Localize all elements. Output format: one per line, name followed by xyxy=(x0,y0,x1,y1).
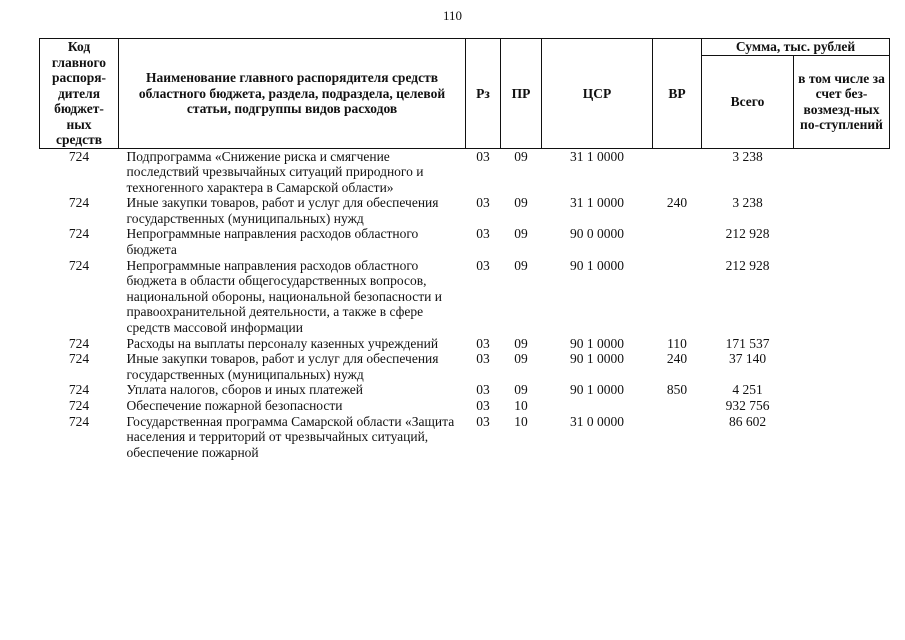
cell-csr: 90 0 0000 xyxy=(570,226,624,242)
cell-rz: 03 xyxy=(476,195,490,211)
cell-code: 724 xyxy=(68,335,90,351)
table-row xyxy=(40,195,890,226)
cell-rz: 03 xyxy=(476,398,490,413)
header-csr: ЦСР xyxy=(542,39,653,149)
cell-name: Непрограммные направления расходов областного бюджета xyxy=(126,226,419,258)
cell-vr xyxy=(653,226,702,257)
cell-vr: 240 xyxy=(666,195,688,211)
table-row xyxy=(40,414,890,461)
cell-code: 724 xyxy=(68,382,90,398)
table-row xyxy=(40,351,890,382)
cell-name: Обеспечение пожарной безопасности xyxy=(126,398,343,413)
cell-csr: 90 1 0000 xyxy=(570,335,624,351)
cell-total: 4 251 xyxy=(732,382,763,398)
header-sum: Сумма, тыс. рублей xyxy=(702,39,890,56)
cell-vr: 110 xyxy=(667,335,687,351)
cell-csr: 31 0 0000 xyxy=(570,413,624,429)
cell-pr: 10 xyxy=(514,398,528,413)
cell-rz: 03 xyxy=(476,351,490,367)
cell-total: 3 238 xyxy=(732,148,763,164)
cell-vr xyxy=(653,398,702,414)
header-pr: ПР xyxy=(501,39,542,149)
cell-pr: 09 xyxy=(514,195,528,211)
table-body xyxy=(40,148,890,460)
cell-rz: 03 xyxy=(476,413,490,429)
table-row xyxy=(40,382,890,398)
table-row xyxy=(40,258,890,336)
cell-free xyxy=(794,336,890,352)
cell-code: 724 xyxy=(68,351,90,367)
cell-rz: 03 xyxy=(476,226,490,242)
cell-code: 724 xyxy=(68,195,90,211)
page-number: 110 xyxy=(442,8,463,23)
cell-vr: 240 xyxy=(666,351,688,367)
cell-rz: 03 xyxy=(476,382,490,398)
cell-pr: 09 xyxy=(514,257,528,273)
cell-csr: 31 1 0000 xyxy=(570,148,624,164)
cell-csr: 31 1 0000 xyxy=(570,195,624,211)
cell-csr: 90 1 0000 xyxy=(570,257,624,273)
cell-code: 724 xyxy=(68,226,90,242)
cell-total: 3 238 xyxy=(732,195,763,211)
cell-total: 37 140 xyxy=(728,351,767,367)
header-rz: Рз xyxy=(466,39,501,149)
header-code: Код главного распоря-дителя бюджет-ных средств xyxy=(40,39,119,149)
cell-name: Уплата налогов, сборов и иных платежей xyxy=(126,382,363,398)
cell-vr: 850 xyxy=(666,382,688,398)
cell-total: 212 928 xyxy=(725,226,770,242)
cell-free xyxy=(794,351,890,382)
header-total: Всего xyxy=(702,56,794,149)
cell-name: Иные закупки товаров, работ и услуг для обеспечения государственных (муниципальных) нужд xyxy=(126,195,439,226)
cell-code: 724 xyxy=(68,413,90,429)
cell-pr: 09 xyxy=(514,226,528,242)
cell-vr xyxy=(653,148,702,195)
cell-name: Государственная программа Самарской области «Защита населения и территорий от чрезвычайных ситуаций, обеспечение пожарной xyxy=(126,413,455,460)
cell-free xyxy=(794,148,890,195)
table-row xyxy=(40,398,890,414)
cell-total: 212 928 xyxy=(725,257,770,273)
cell-csr xyxy=(542,398,653,414)
table-row xyxy=(40,336,890,352)
budget-table xyxy=(39,38,890,460)
cell-name: Иные закупки товаров, работ и услуг для обеспечения государственных (муниципальных) нужд xyxy=(126,351,439,382)
cell-total: 86 602 xyxy=(728,413,767,429)
cell-csr: 90 1 0000 xyxy=(570,382,624,398)
cell-pr: 09 xyxy=(514,382,528,398)
cell-code: 724 xyxy=(68,257,90,273)
cell-csr: 90 1 0000 xyxy=(570,351,624,367)
cell-free xyxy=(794,226,890,257)
header-free: в том числе за счет без-возмезд-ных по-ступлений xyxy=(794,56,890,149)
table-row xyxy=(40,226,890,257)
table-row xyxy=(40,148,890,195)
cell-code: 724 xyxy=(68,398,90,413)
cell-free xyxy=(794,414,890,461)
cell-name: Подпрограмма «Снижение риска и смягчение последствий чрезвычайных ситуаций природного и техногенного характера в Самарской области» xyxy=(126,148,424,195)
cell-name: Непрограммные направления расходов областного бюджета в области общегосударственных вопросов, национальной обороны, национальной безопасности и правоохранительной деятельности, а также в сфере средств массовой информации xyxy=(126,257,442,336)
cell-pr: 10 xyxy=(514,413,528,429)
cell-total: 932 756 xyxy=(725,398,770,413)
cell-rz: 03 xyxy=(476,148,490,164)
cell-rz: 03 xyxy=(476,257,490,273)
cell-total: 171 537 xyxy=(725,335,770,351)
cell-pr: 09 xyxy=(514,148,528,164)
header-name: Наименование главного распорядителя средств областного бюджета, раздела, подраздела, целевой статьи, подгруппы видов расходов xyxy=(119,39,466,149)
cell-free xyxy=(794,258,890,336)
cell-rz: 03 xyxy=(476,335,490,351)
table-header xyxy=(40,39,890,149)
cell-free xyxy=(794,195,890,226)
cell-code: 724 xyxy=(68,148,90,164)
cell-name: Расходы на выплаты персоналу казенных учреждений xyxy=(126,335,439,351)
cell-vr xyxy=(653,258,702,336)
cell-free xyxy=(794,398,890,414)
cell-vr xyxy=(653,414,702,461)
cell-pr: 09 xyxy=(514,335,528,351)
cell-pr: 09 xyxy=(514,351,528,367)
cell-free xyxy=(794,382,890,398)
header-vr: ВР xyxy=(653,39,702,149)
